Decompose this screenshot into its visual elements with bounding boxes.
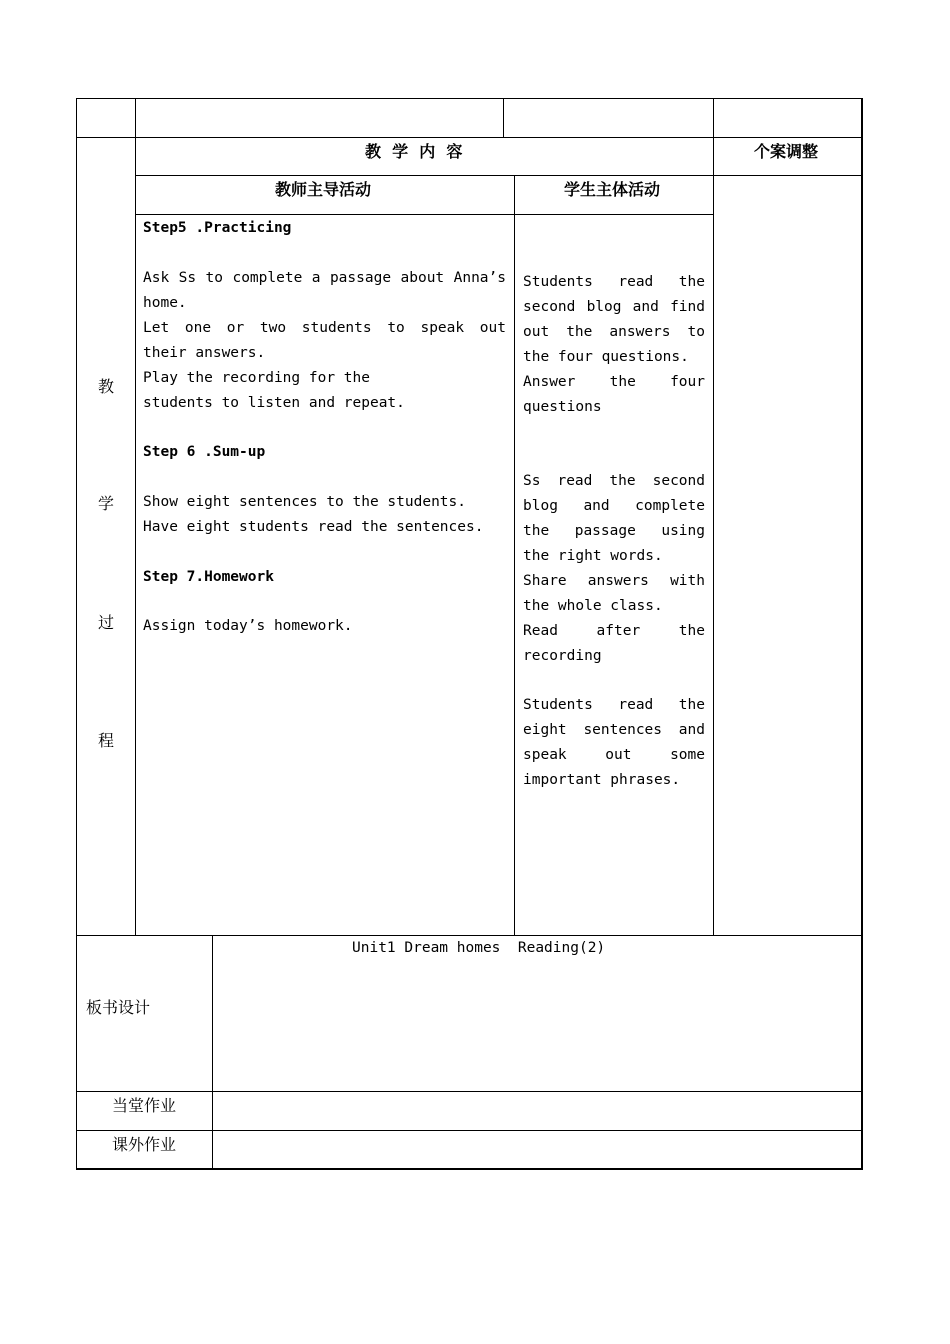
step7-instruction-1: Assign today’s homework. xyxy=(143,618,353,634)
student-activity-6: Students read the eight sentences and speak out some important phrases. xyxy=(523,697,705,788)
board-design-title: Unit1 Dream homes Reading(2) xyxy=(352,940,606,956)
step5-instruction-3a: Play the recording for the xyxy=(143,370,370,386)
step6-instruction-1: Show eight sentences to the students. xyxy=(143,494,467,510)
student-activity-4: Share answers with the whole class. xyxy=(523,573,705,614)
board-design-label: 板书设计 xyxy=(86,998,151,1017)
classwork-label: 当堂作业 xyxy=(112,1096,177,1115)
adjust-title: 个案调整 xyxy=(754,142,819,161)
student-column-header: 学生主体活动 xyxy=(564,180,661,199)
student-activity-3: Ss read the second blog and complete the passage using the right words. xyxy=(523,473,705,564)
process-label-char-1: 教 xyxy=(98,377,115,396)
student-activity-5: Read after the recording xyxy=(523,623,705,664)
step5-title: Step5 .Practicing xyxy=(143,220,292,236)
step5-instruction-3b: students to listen and repeat. xyxy=(143,395,405,411)
homework-label: 课外作业 xyxy=(112,1135,177,1154)
process-label-char-4: 程 xyxy=(98,731,115,750)
process-label-char-3: 过 xyxy=(98,613,115,632)
student-activity-1: Students read the second blog and find out the answers to the four questions. xyxy=(523,274,705,365)
step7-title: Step 7.Homework xyxy=(143,569,274,585)
step5-instruction-2: Let one or two students to speak out their answers. xyxy=(143,320,506,361)
step6-title: Step 6 .Sum-up xyxy=(143,444,266,460)
process-label-char-2: 学 xyxy=(98,494,115,513)
teacher-column-header: 教师主导活动 xyxy=(275,180,372,199)
step5-instruction-1: Ask Ss to complete a passage about Anna’s home. xyxy=(143,270,506,311)
step6-instruction-2: Have eight students read the sentences. xyxy=(143,519,484,535)
content-title: 教 学 内 容 xyxy=(365,142,463,161)
student-activity-2: Answer the four questions xyxy=(523,374,705,415)
